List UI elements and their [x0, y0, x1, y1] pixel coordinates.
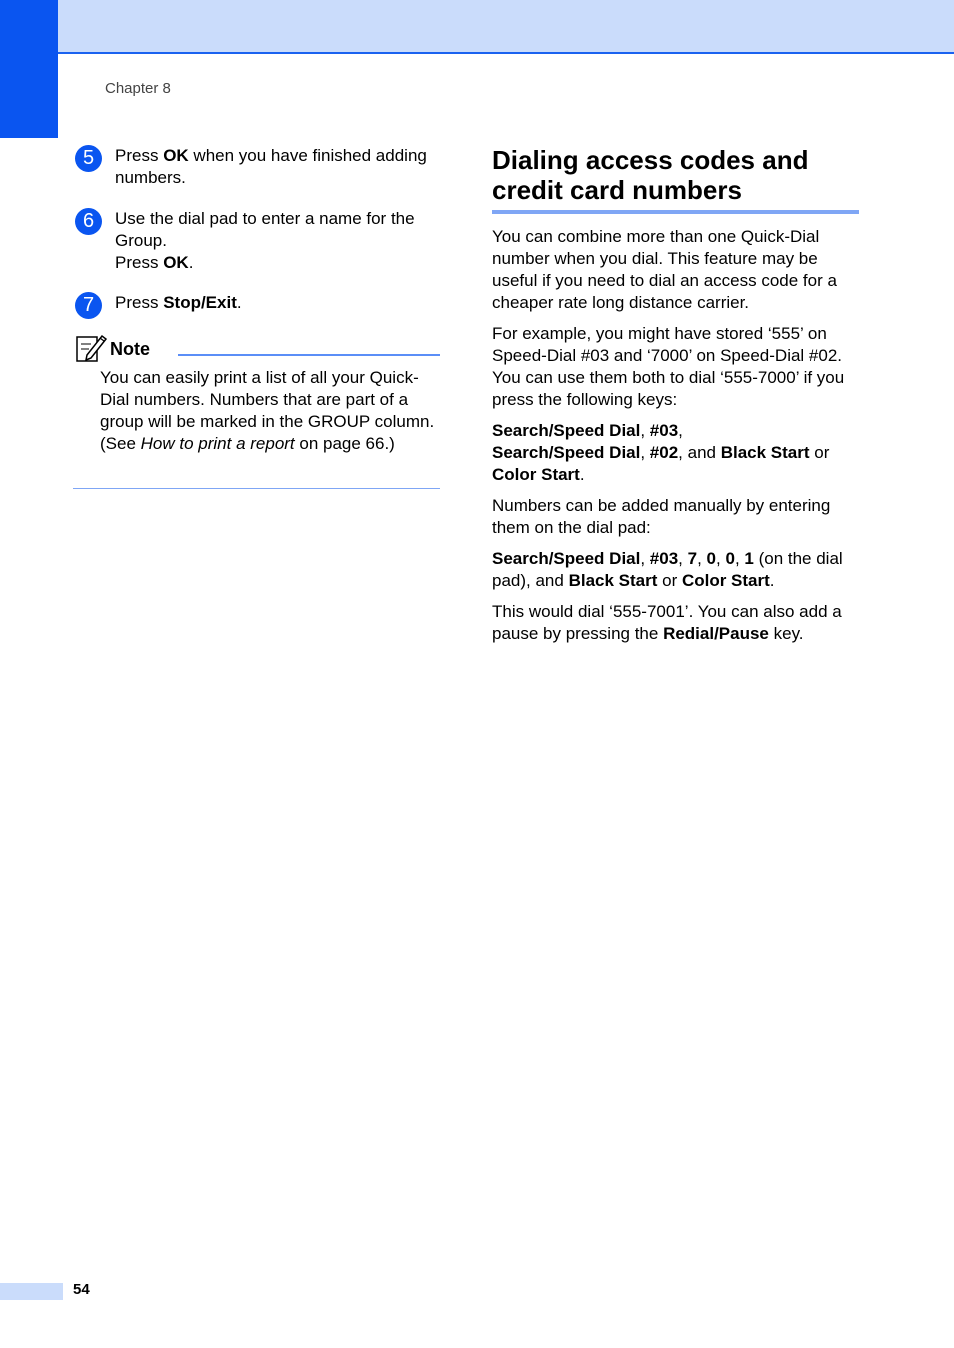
paragraph: This would dial ‘555-7001’. You can also add a pause by pressing the Redial/Pause key. [492, 602, 842, 643]
note-divider [73, 488, 440, 489]
key-sequence-1: Search/Speed Dial, #03, Search/Speed Dial, #02, and Black Start or Color Start. [492, 421, 830, 484]
section-body [492, 226, 862, 654]
note-rule [178, 354, 440, 356]
step-text: Press Stop/Exit. [115, 293, 242, 312]
section-title: Dialing access codes and credit card numbers [492, 145, 809, 205]
step-number: 6 [75, 208, 102, 235]
step-number: 5 [75, 145, 102, 172]
chapter-label: Chapter 8 [105, 80, 171, 97]
page-number: 54 [73, 1281, 90, 1298]
paragraph: Numbers can be added manually by entering them on the dial pad: [492, 496, 831, 537]
note-box [75, 333, 440, 455]
step-6 [75, 208, 445, 274]
note-text: You can easily print a list of all your Quick-Dial numbers. Numbers that are part of a group will be marked in the GROUP column. (See How to print a report on page 66.) [100, 368, 435, 453]
section-title-rule [492, 210, 859, 214]
footer-band [0, 1283, 63, 1300]
note-pencil-icon [75, 333, 107, 363]
chapter-tab [0, 0, 58, 138]
step-text: Press OK when you have finished adding numbers. [115, 146, 427, 187]
step-number: 7 [75, 292, 102, 319]
key-sequence-2: Search/Speed Dial, #03, 7, 0, 0, 1 (on the dial pad), and Black Start or Color Start. [492, 549, 843, 590]
paragraph: You can combine more than one Quick-Dial number when you dial. This feature may be useful if you need to dial an access code for a cheaper rate long distance carrier. [492, 227, 837, 312]
step-5 [75, 145, 445, 189]
header-band [58, 0, 954, 54]
step-7 [75, 292, 445, 314]
step-text: Use the dial pad to enter a name for the Group. Press OK. [115, 209, 415, 272]
note-label: Note [110, 339, 150, 359]
paragraph: For example, you might have stored ‘555’ on Speed-Dial #03 and ‘7000’ on Speed-Dial #02. You can use them both to dial ‘555-7000’ if you press the following keys: [492, 324, 845, 409]
